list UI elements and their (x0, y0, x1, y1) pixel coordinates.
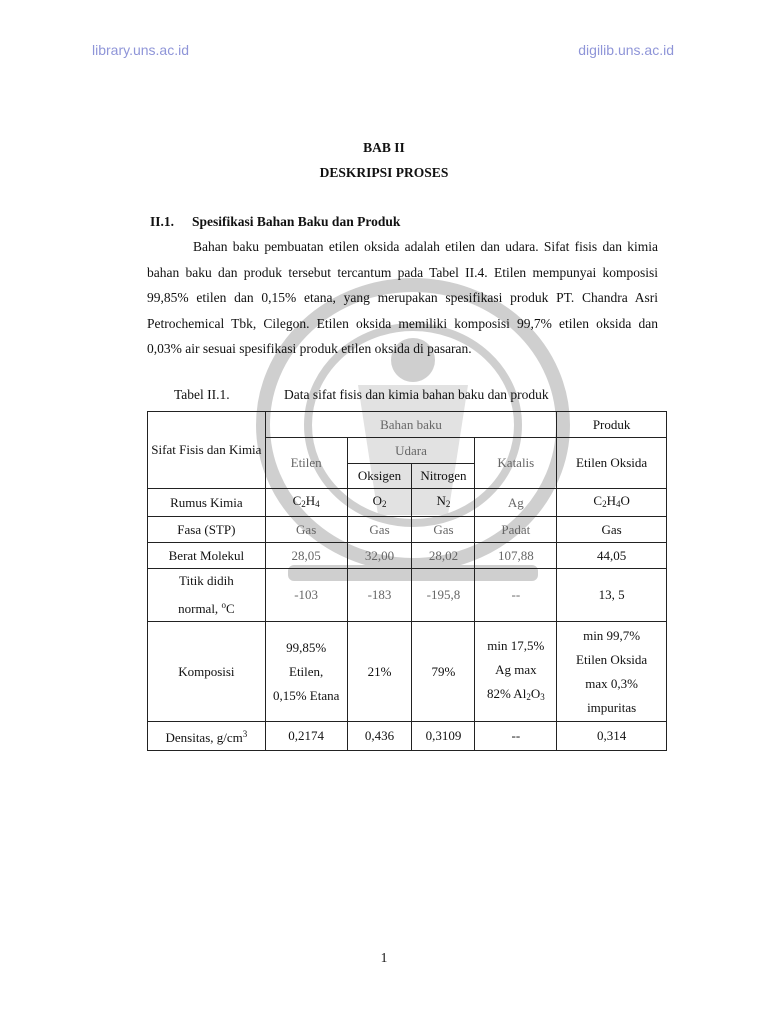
properties-table (147, 411, 667, 751)
section-title: Spesifikasi Bahan Baku dan Produk (192, 214, 401, 229)
page-number: 1 (380, 950, 388, 965)
cell-etilen: -103 (265, 569, 347, 622)
body-paragraph: Bahan baku pembuatan etilen oksida adalah etilen dan udara. Sifat fisis dan kimia bahan baku dan produk tersebut tercantum pada Tabel II.4. Etilen mempunyai komposisi 99,85% etilen dan 0,15% etana, yang merupakan spesifikasi produk PT. Chandra Asri Petrochemical Tbk, Cilegon. Etilen oksida memiliki komposisi 99,7% etilen oksida dan 0,03% air sesuai spesifikasi produk etilen oksida di pasaran. (147, 239, 658, 357)
cell-produk: 0,314 (557, 722, 667, 751)
chapter-number: BAB II (363, 140, 405, 155)
chapter-title: DESKRIPSI PROSES (319, 165, 449, 180)
header-nitrogen: Nitrogen (412, 464, 475, 489)
table-caption (174, 387, 549, 403)
table-row-densitas (148, 722, 667, 751)
header-katalis: Katalis (475, 438, 557, 489)
cell-katalis: 107,88 (475, 543, 557, 569)
header-etilen-oksida: Etilen Oksida (557, 438, 667, 489)
section-number: II.1. (150, 214, 175, 229)
cell-oksigen: 21% (347, 622, 412, 722)
cell-katalis: Padat (475, 517, 557, 543)
cell-katalis: min 17,5% Ag max 82% $Al_2O_3$ (475, 622, 557, 722)
table-row-berat (148, 543, 667, 569)
cell-katalis: -- (475, 569, 557, 622)
cell-produk: $C_2H_4O$ (557, 489, 667, 517)
cell-produk: Gas (557, 517, 667, 543)
table-row-fasa (148, 517, 667, 543)
row-label: Komposisi (148, 622, 266, 722)
cell-etilen: 99,85% Etilen, 0,15% Etana (265, 622, 347, 722)
table-row-titik-didih (148, 569, 667, 622)
cell-nitrogen: 28,02 (412, 543, 475, 569)
cell-etilen: 0,2174 (265, 722, 347, 751)
header-digilib-link[interactable]: digilib.uns.ac.id (578, 42, 674, 58)
cell-nitrogen: 0,3109 (412, 722, 475, 751)
row-label: Berat Molekul (148, 543, 266, 569)
header-oksigen: Oksigen (347, 464, 412, 489)
cell-nitrogen: $N_2$ (412, 489, 475, 517)
cell-etilen: $C_2H_4$ (265, 489, 347, 517)
cell-nitrogen: Gas (412, 517, 475, 543)
cell-katalis: -- (475, 722, 557, 751)
header-library-link[interactable]: library.uns.ac.id (92, 42, 190, 58)
cell-produk: 44,05 (557, 543, 667, 569)
cell-produk: 13, 5 (557, 569, 667, 622)
table-row-komposisi (148, 622, 667, 722)
cell-oksigen: -183 (347, 569, 412, 622)
cell-oksigen: $O_2$ (347, 489, 412, 517)
cell-nitrogen: 79% (412, 622, 475, 722)
cell-oksigen: 0,436 (347, 722, 412, 751)
row-label: Fasa (STP) (148, 517, 266, 543)
header-raw-materials: Bahan baku (265, 412, 557, 438)
table-caption-text: Data sifat fisis dan kimia bahan baku dan produk (284, 387, 549, 402)
table-caption-label: Tabel II.1. (174, 387, 230, 402)
cell-nitrogen: -195,8 (412, 569, 475, 622)
row-label: Densitas, $g/cm^3$ (148, 722, 266, 751)
header-property: Sifat Fisis dan Kimia (148, 412, 266, 489)
table-row-rumus (148, 489, 667, 517)
section-heading (150, 214, 400, 230)
row-label: Titik didih normal, $^o$C (148, 569, 266, 622)
cell-oksigen: Gas (347, 517, 412, 543)
cell-oksigen: 32,00 (347, 543, 412, 569)
header-product: Produk (557, 412, 667, 438)
cell-produk: min 99,7% Etilen Oksida max 0,3% impuritas (557, 622, 667, 722)
cell-etilen: Gas (265, 517, 347, 543)
cell-etilen: 28,05 (265, 543, 347, 569)
header-udara: Udara (347, 438, 475, 464)
cell-katalis: Ag (475, 489, 557, 517)
header-etilen: Etilen (265, 438, 347, 489)
row-label: Rumus Kimia (148, 489, 266, 517)
